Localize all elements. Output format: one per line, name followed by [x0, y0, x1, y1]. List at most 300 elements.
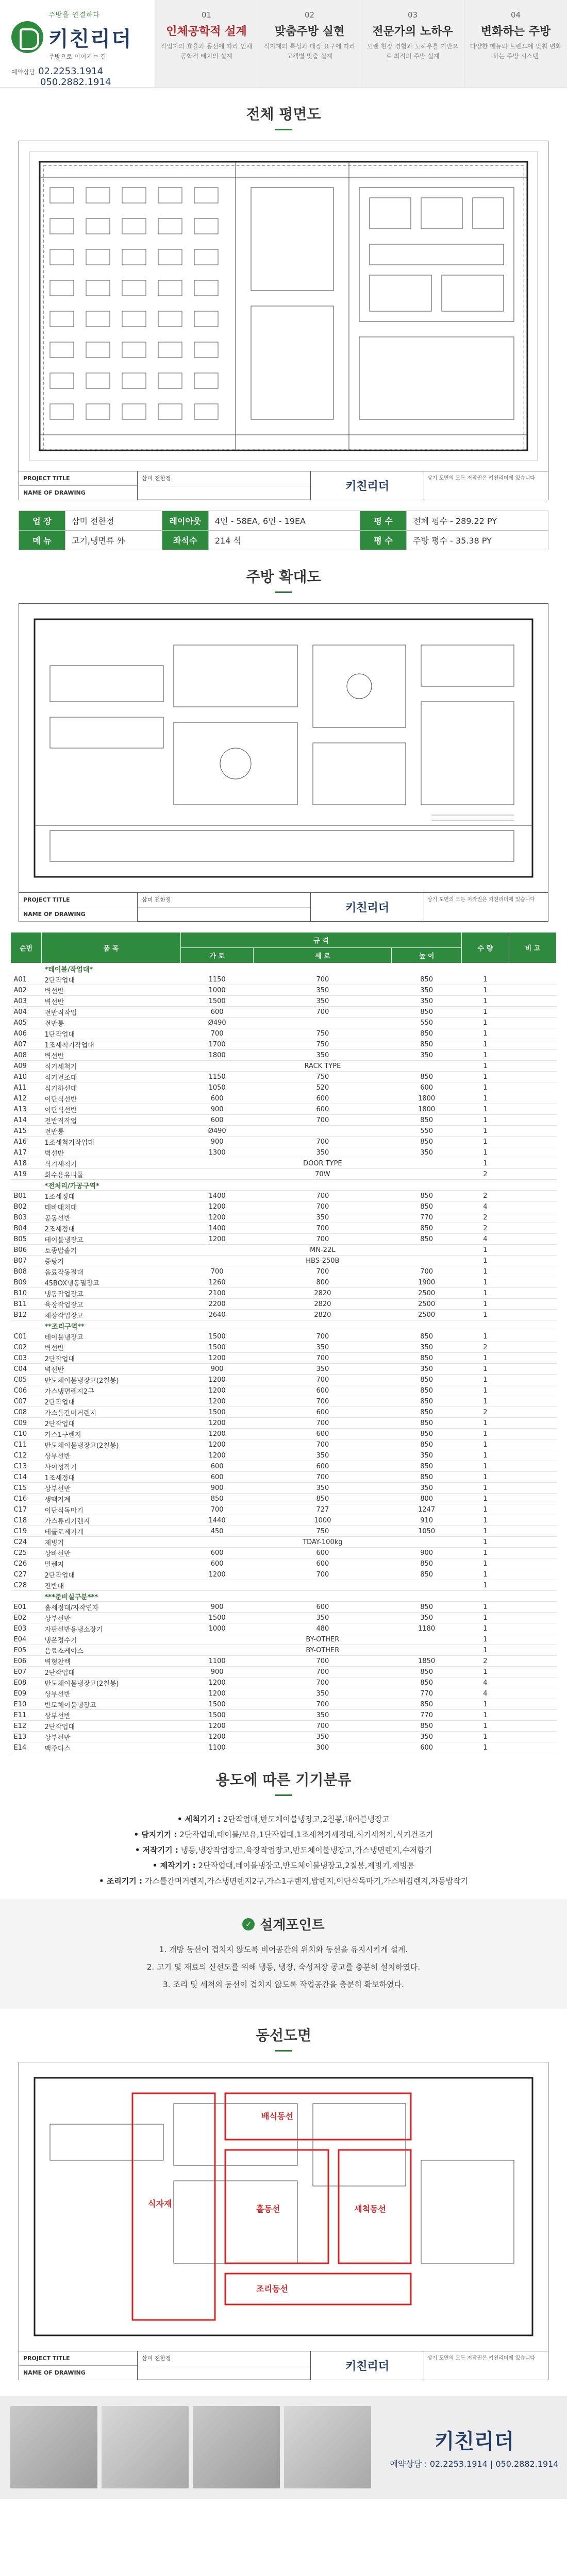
- depth-cell: 600: [254, 1429, 392, 1439]
- qty-cell: 1: [461, 1645, 509, 1656]
- code: B01: [11, 1191, 42, 1201]
- code: A08: [11, 1050, 42, 1061]
- width-cell: 1200: [181, 1201, 254, 1212]
- name: 이단식선반: [42, 1093, 181, 1104]
- dining-table: [158, 342, 182, 358]
- name: 전반통: [42, 1126, 181, 1137]
- info-row: [19, 531, 548, 550]
- note-cell: [509, 1375, 556, 1385]
- height-cell: [392, 1580, 461, 1591]
- note-cell: [509, 1558, 556, 1569]
- code: A01: [11, 974, 42, 985]
- dining-table: [122, 342, 146, 358]
- width-cell: 1200: [181, 1688, 254, 1699]
- equipment-row: [11, 1277, 557, 1288]
- width-cell: 1200: [181, 1677, 254, 1688]
- flow-label: 식자재: [148, 2199, 172, 2209]
- width-cell: 850: [181, 1494, 254, 1504]
- feature-title: 맞춤주방 실현: [274, 25, 345, 38]
- note-cell: [509, 1061, 556, 1072]
- feature-num: 04: [510, 10, 521, 20]
- note-cell: [509, 1256, 556, 1266]
- qty-cell: 1: [461, 1050, 509, 1061]
- depth-cell: 700: [254, 1234, 392, 1245]
- dining-table: [158, 280, 182, 296]
- code: A18: [11, 1158, 42, 1169]
- height-cell: 800: [392, 1494, 461, 1504]
- depth-cell: 800: [254, 1277, 392, 1288]
- height-cell: 850: [392, 1385, 461, 1396]
- depth-cell: BY-OTHER: [254, 1645, 392, 1656]
- qty-cell: 1: [461, 1580, 509, 1591]
- width-cell: 1500: [181, 1407, 254, 1418]
- feature-num: 01: [201, 10, 212, 20]
- dining-table: [194, 280, 218, 296]
- width-cell: 600: [181, 1093, 254, 1104]
- equipment-row: [11, 1645, 557, 1656]
- equipment-row: [11, 1147, 557, 1158]
- width-cell: 1000: [181, 985, 254, 996]
- width-cell: 1200: [181, 1732, 254, 1742]
- width-cell: 2200: [181, 1299, 254, 1310]
- name: 식기하선대: [42, 1082, 181, 1093]
- note-cell: [509, 1385, 556, 1396]
- height-cell: 900: [392, 1548, 461, 1558]
- dining-table: [50, 373, 74, 388]
- height-cell: 600: [392, 1742, 461, 1753]
- usage-text: 가스틀간머거렌지,가스냉면렌지2구,가스1구렌지,밥렌지,이단식독마기,가스튀김렌지,자동밥작기: [144, 1876, 469, 1886]
- code: A16: [11, 1137, 42, 1147]
- name: 가스튜리기렌지: [42, 1515, 181, 1526]
- code: B06: [11, 1245, 42, 1256]
- height-cell: [392, 1645, 461, 1656]
- code: B02: [11, 1201, 42, 1212]
- depth-cell: 700: [254, 1115, 392, 1126]
- usage-label: • 담지기기 :: [134, 1830, 177, 1839]
- title-block-labels: [19, 893, 138, 921]
- qty-cell: 1: [461, 1126, 509, 1137]
- depth-cell: 750: [254, 1028, 392, 1039]
- equipment-row: [11, 1385, 557, 1396]
- width-cell: 1800: [181, 1050, 254, 1061]
- note-cell: [509, 1742, 556, 1753]
- equipment-row: [11, 1634, 557, 1645]
- info-key: 업 장: [19, 511, 65, 531]
- qty-cell: 2: [461, 1407, 509, 1418]
- qty-cell: 2: [461, 1191, 509, 1201]
- note-cell: [509, 1115, 556, 1126]
- feature-title: 전문가의 노하우: [372, 25, 453, 38]
- name: 냉동작업장고: [42, 1288, 181, 1299]
- width-cell: [181, 1245, 254, 1256]
- name: 회수용유니폴: [42, 1169, 181, 1180]
- qty-cell: 1: [461, 1277, 509, 1288]
- qty-cell: 2: [461, 1656, 509, 1667]
- note-cell: [509, 1234, 556, 1245]
- code: C05: [11, 1375, 42, 1385]
- note-cell: [509, 1396, 556, 1407]
- feature-item: [258, 0, 361, 87]
- code: A06: [11, 1028, 42, 1039]
- equipment-row: [11, 1699, 557, 1710]
- code: A13: [11, 1104, 42, 1115]
- height-cell: 850: [392, 1429, 461, 1439]
- depth-cell: 300: [254, 1742, 392, 1753]
- height-cell: 850: [392, 1072, 461, 1082]
- width-cell: 2640: [181, 1310, 254, 1320]
- width-cell: Ø490: [181, 1126, 254, 1137]
- brand-block: [0, 0, 155, 87]
- feature-desc: 다양한 메뉴와 트렌드에 맞춰 변화하는 주방 시스템: [470, 43, 562, 60]
- feature-item: [155, 0, 258, 87]
- title-block-labels: [19, 2351, 138, 2380]
- height-cell: [392, 1169, 461, 1180]
- col-name: 품 목: [42, 933, 181, 963]
- equipment-row: [11, 1007, 557, 1018]
- equipment-row: [11, 1710, 557, 1721]
- title-block-note: 상기 도면의 모든 저작권은 키친리더에 있습니다: [427, 476, 536, 481]
- width-cell: 700: [181, 1028, 254, 1039]
- equipment-category-row: [11, 1180, 557, 1191]
- depth-cell: 700: [254, 1353, 392, 1364]
- height-cell: 850: [392, 1115, 461, 1126]
- dining-table: [86, 373, 110, 388]
- note-cell: [509, 1602, 556, 1613]
- equipment-row: [11, 1299, 557, 1310]
- name: 식기세척기: [42, 1158, 181, 1169]
- dining-table: [86, 404, 110, 419]
- width-cell: Ø490: [181, 1018, 254, 1028]
- col-size: 규 격: [181, 933, 462, 948]
- note-cell: [509, 1201, 556, 1212]
- width-cell: [181, 1169, 254, 1180]
- dining-table: [122, 404, 146, 419]
- code: C24: [11, 1537, 42, 1548]
- usage-item: [21, 1873, 546, 1889]
- equipment-row: [11, 1201, 557, 1212]
- depth-cell: 350: [254, 1483, 392, 1494]
- name: 벽선반: [42, 1342, 181, 1353]
- drawing-name-value: [138, 908, 310, 921]
- name: 1조세척기작업대: [42, 1039, 181, 1050]
- note-cell: [509, 1288, 556, 1299]
- name: 테이블냉장고: [42, 1331, 181, 1342]
- qty-cell: 1: [461, 1385, 509, 1396]
- name: 벽형찬렉: [42, 1656, 181, 1667]
- code: A17: [11, 1147, 42, 1158]
- dining-table: [122, 280, 146, 296]
- note-cell: [509, 1364, 556, 1375]
- name: 벽선반: [42, 985, 181, 996]
- category-label: *전처리/가공구역*: [42, 1180, 557, 1191]
- section-divider: [275, 591, 292, 593]
- depth-cell: 350: [254, 1732, 392, 1742]
- phone-sub[interactable]: 050.2882.1914: [40, 77, 111, 88]
- equipment-row: [11, 1375, 557, 1385]
- width-cell: 900: [181, 1483, 254, 1494]
- width-cell: 1200: [181, 1439, 254, 1450]
- code: C14: [11, 1472, 42, 1483]
- code: E04: [11, 1634, 42, 1645]
- name: 반도체이불냉장고(2칠봉): [42, 1439, 181, 1450]
- width-cell: 1200: [181, 1721, 254, 1732]
- depth-cell: 350: [254, 1688, 392, 1699]
- equipment-row: [11, 1656, 557, 1667]
- feature-title: 인체공학적 설계: [166, 25, 247, 38]
- equipment-row: [11, 1461, 557, 1472]
- drawing-title-block: [19, 2351, 548, 2380]
- col-qty: 수 량: [461, 933, 509, 963]
- flow-label: 세척동선: [354, 2204, 386, 2214]
- name: 채장작업장고: [42, 1310, 181, 1320]
- depth-cell: 700: [254, 1667, 392, 1677]
- equipment-row: [11, 1504, 557, 1515]
- width-cell: 1200: [181, 1450, 254, 1461]
- title-block-logo: 키친리더: [311, 2351, 424, 2380]
- width-cell: 1000: [181, 1623, 254, 1634]
- qty-cell: 1: [461, 1732, 509, 1742]
- depth-cell: 700: [254, 1569, 392, 1580]
- code: E08: [11, 1677, 42, 1688]
- note-cell: [509, 1310, 556, 1320]
- qty-cell: 1: [461, 1483, 509, 1494]
- width-cell: 1400: [181, 1191, 254, 1201]
- equipment-row: [11, 1342, 557, 1353]
- dining-table: [122, 249, 146, 265]
- code: E14: [11, 1742, 42, 1753]
- note-cell: [509, 1277, 556, 1288]
- height-cell: 350: [392, 1483, 461, 1494]
- depth-cell: 700: [254, 1266, 392, 1277]
- width-cell: 1200: [181, 1569, 254, 1580]
- width-cell: 1500: [181, 1613, 254, 1623]
- code: C13: [11, 1461, 42, 1472]
- depth-cell: 350: [254, 1147, 392, 1158]
- code: C08: [11, 1407, 42, 1418]
- name: 맥주디스: [42, 1742, 181, 1753]
- width-cell: 900: [181, 1137, 254, 1147]
- code: A03: [11, 996, 42, 1007]
- usage-item: [21, 1811, 546, 1827]
- usage-item: [21, 1827, 546, 1842]
- qty-cell: 1: [461, 1093, 509, 1104]
- width-cell: 900: [181, 1104, 254, 1115]
- equipment-row: [11, 1429, 557, 1439]
- height-cell: 350: [392, 1450, 461, 1461]
- depth-cell: 350: [254, 985, 392, 996]
- info-value: 214 석: [208, 531, 360, 550]
- note-cell: [509, 1461, 556, 1472]
- depth-cell: 700: [254, 1223, 392, 1234]
- name: 2단작업대: [42, 1396, 181, 1407]
- dining-table: [50, 188, 74, 203]
- category-spacer: [11, 963, 42, 974]
- depth-cell: 600: [254, 1093, 392, 1104]
- phone-main[interactable]: 02.2253.1914: [38, 66, 104, 77]
- name: 상부선반: [42, 1710, 181, 1721]
- note-cell: [509, 1212, 556, 1223]
- height-cell: [392, 1634, 461, 1645]
- code: B12: [11, 1310, 42, 1320]
- dining-table: [86, 280, 110, 296]
- note-cell: [509, 974, 556, 985]
- qty-cell: 1: [461, 1537, 509, 1548]
- qty-cell: 1: [461, 1494, 509, 1504]
- section-title-full-plan: 전체 평면도: [246, 106, 321, 123]
- flow-label: 조리동선: [256, 2284, 288, 2294]
- qty-cell: 1: [461, 1569, 509, 1580]
- name: 전반직작업: [42, 1007, 181, 1018]
- depth-cell: 1000: [254, 1515, 392, 1526]
- qty-cell: 4: [461, 1688, 509, 1699]
- name: 벽선반: [42, 1364, 181, 1375]
- depth-cell: 700: [254, 1677, 392, 1688]
- height-cell: 2500: [392, 1299, 461, 1310]
- dining-table: [50, 404, 74, 419]
- width-cell: 600: [181, 1007, 254, 1018]
- depth-cell: 2820: [254, 1299, 392, 1310]
- code: A15: [11, 1126, 42, 1137]
- equipment-row: [11, 1407, 557, 1418]
- name: 생맥기계: [42, 1494, 181, 1504]
- width-cell: [181, 1645, 254, 1656]
- code: C28: [11, 1580, 42, 1591]
- equipment-row: [11, 1677, 557, 1688]
- design-points: [0, 1899, 567, 2009]
- qty-cell: 1: [461, 1515, 509, 1526]
- width-cell: 1440: [181, 1515, 254, 1526]
- note-cell: [509, 1245, 556, 1256]
- code: A04: [11, 1007, 42, 1018]
- equipment-row: [11, 1018, 557, 1028]
- qty-cell: 2: [461, 1212, 509, 1223]
- width-cell: 1260: [181, 1277, 254, 1288]
- depth-cell: 520: [254, 1082, 392, 1093]
- height-cell: 350: [392, 985, 461, 996]
- depth-cell: 700: [254, 1418, 392, 1429]
- height-cell: 850: [392, 1677, 461, 1688]
- depth-cell: MN-22L: [254, 1245, 392, 1256]
- height-cell: 850: [392, 1137, 461, 1147]
- dining-table: [158, 188, 182, 203]
- height-cell: [392, 1158, 461, 1169]
- code: A05: [11, 1018, 42, 1028]
- equipment-row: [11, 1158, 557, 1169]
- title-block-values: [138, 471, 311, 500]
- qty-cell: 1: [461, 1061, 509, 1072]
- qty-cell: 1: [461, 1018, 509, 1028]
- code: C11: [11, 1439, 42, 1450]
- usage-text: 2단작업대,반도체이불냉장고,2칠봉,대이블냉장고: [223, 1815, 390, 1824]
- width-cell: [181, 1634, 254, 1645]
- code: C18: [11, 1515, 42, 1526]
- section-divider: [275, 1794, 292, 1796]
- width-cell: 1050: [181, 1082, 254, 1093]
- dining-table: [122, 188, 146, 203]
- feature-title: 변화하는 주방: [480, 25, 551, 38]
- note-cell: [509, 1569, 556, 1580]
- qty-cell: 1: [461, 1526, 509, 1537]
- equipment-row: [11, 1310, 557, 1320]
- info-key: 좌석수: [162, 531, 208, 550]
- info-key: 평 수: [360, 511, 407, 531]
- note-cell: [509, 1158, 556, 1169]
- qty-cell: 4: [461, 1677, 509, 1688]
- qty-cell: 1: [461, 1104, 509, 1115]
- name: 반도체이불냉장고(2칠봉): [42, 1375, 181, 1385]
- code: C12: [11, 1450, 42, 1461]
- category-label: **조리구역**: [42, 1320, 557, 1331]
- equipment-row: [11, 974, 557, 985]
- equipment-row: [11, 1742, 557, 1753]
- contact-label: 예약상담: [11, 69, 36, 76]
- height-cell: 700: [392, 1266, 461, 1277]
- name: 2단작업대: [42, 1353, 181, 1364]
- height-cell: 850: [392, 1558, 461, 1569]
- code: C27: [11, 1569, 42, 1580]
- name: 상바선반: [42, 1548, 181, 1558]
- code: B03: [11, 1212, 42, 1223]
- drawing-name-label: NAME OF DRAWING: [19, 2366, 137, 2380]
- height-cell: [392, 1256, 461, 1266]
- note-cell: [509, 1732, 556, 1742]
- height-cell: 2500: [392, 1310, 461, 1320]
- code: E09: [11, 1688, 42, 1699]
- contact-info: [11, 66, 143, 88]
- code: B11: [11, 1299, 42, 1310]
- project-title-label: PROJECT TITLE: [19, 471, 137, 486]
- height-cell: [392, 1061, 461, 1072]
- name: 음료작동절대: [42, 1266, 181, 1277]
- qty-cell: 1: [461, 1742, 509, 1753]
- flow-label: 배식동선: [261, 2111, 293, 2121]
- equipment-row: [11, 996, 557, 1007]
- equipment-row: [11, 1721, 557, 1732]
- width-cell: [181, 1256, 254, 1266]
- flow-plan-image: [19, 2062, 548, 2351]
- depth-cell: 750: [254, 1039, 392, 1050]
- equipment-row: [11, 1061, 557, 1072]
- dining-table: [122, 373, 146, 388]
- dining-table: [194, 404, 218, 419]
- name: 이단식독마기: [42, 1504, 181, 1515]
- equipment-row: [11, 1623, 557, 1634]
- project-name: 삼미 전한정: [138, 2351, 310, 2366]
- depth-cell: 700: [254, 1721, 392, 1732]
- equipment-row: [11, 1212, 557, 1223]
- width-cell: 900: [181, 1602, 254, 1613]
- depth-cell: 350: [254, 1613, 392, 1623]
- depth-cell: 700: [254, 1656, 392, 1667]
- title-block-note: 상기 도면의 모든 저작권은 키친리더에 있습니다: [427, 2355, 536, 2361]
- note-cell: [509, 1537, 556, 1548]
- name: 냉온정수기: [42, 1634, 181, 1645]
- note-cell: [509, 1082, 556, 1093]
- brand-logo-icon: [11, 21, 43, 53]
- qty-cell: 4: [461, 1201, 509, 1212]
- feature-list: [155, 0, 567, 87]
- footer-contact[interactable]: 예약상담 : 02.2253.1914 | 050.2882.1914: [390, 2459, 559, 2469]
- qty-cell: 2: [461, 1342, 509, 1353]
- qty-cell: 1: [461, 1331, 509, 1342]
- code: B08: [11, 1266, 42, 1277]
- code: A09: [11, 1061, 42, 1072]
- width-cell: 1700: [181, 1039, 254, 1050]
- height-cell: 850: [392, 1699, 461, 1710]
- info-value: 고기,냉면류 外: [65, 531, 162, 550]
- equipment-row: [11, 1288, 557, 1299]
- qty-cell: 1: [461, 1623, 509, 1634]
